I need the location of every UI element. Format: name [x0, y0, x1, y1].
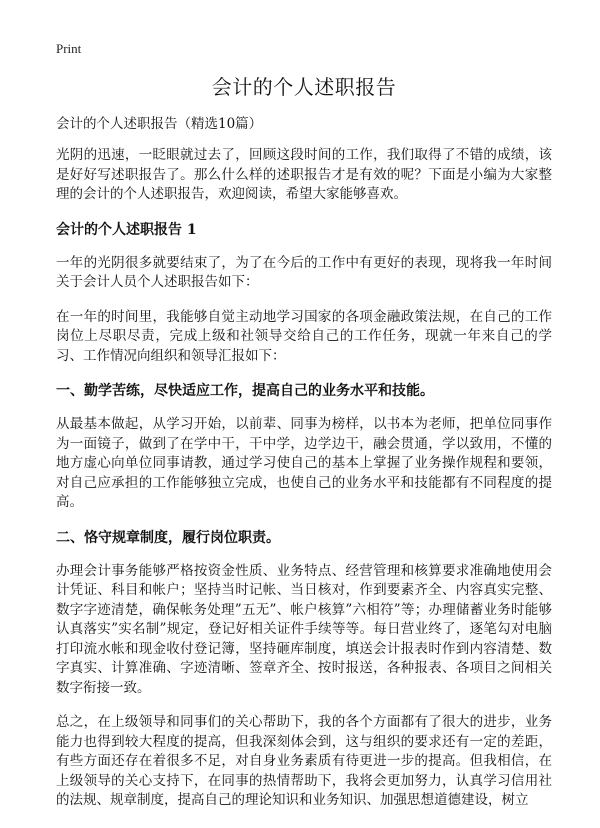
- paragraph-study: 从最基本做起，从学习开始，以前辈、同事为榜样，以书本为老师，把单位同事作为一面镜子，做到了在学中干，干中学，边学边干，融会贯通，学以致用，不懂的地方虚心向单位同事请教，通过学习使自己的基本上掌握了业务操作规程和要领，对自己应承担的工作能够独立完成，也使自己的业务水平和技能都有不同程度的提高。: [56, 416, 552, 510]
- paragraph-opening: 一年的光阴很多就要结束了，为了在今后的工作中有更好的表现，现将我一年时间关于会计人员个人述职报告如下：: [56, 254, 552, 290]
- print-link[interactable]: Print: [56, 41, 82, 56]
- paragraph-summary: 总之，在上级领导和同事们的关心帮助下，我的各个方面都有了很大的进步，业务能力也得到较大程度的提高，但我深刻体会到，这与组织的要求还有一定的差距，有些方面还存在着很多不足，对自身业务素质有待更进一步的提高。但我相信，在上级领导的关心支持下，在同事的热情帮助下，我将会更加努力，认真学习信用社的法规、规章制度，提高自己的理论知识和业务知识、加强思想道德建设，树立: [56, 714, 552, 808]
- paragraph-rules: 办理会计事务能够严格按资金性质、业务特点、经营管理和核算要求准确地使用会计凭证、科目和帐户；坚持当时记帐、当日核对，作到要素齐全、内容真实完整、数字字迹清楚，确保帐务处理”五无”、帐户核算”六相符”等；办理储蓄业务时能够认真落实”实名制”规定，登记好相关证件手续等等。每日营业终了，逐笔勾对电脑打印流水帐和现金收付登记簿，坚持砸库制度，填送会计报表时作到内容清楚、数字真实、计算准确、字迹清晰、签章齐全、按时报送，各种报表、各项目之间相关数字衔接一致。: [56, 562, 552, 696]
- section-title-1: 会计的个人述职报告 1: [56, 221, 197, 238]
- heading-study: 一、勤学苦练，尽快适应工作，提高自己的业务水平和技能。: [56, 383, 434, 399]
- document-title: 会计的个人述职报告: [211, 75, 397, 99]
- document-page: [56, 40, 552, 826]
- heading-rules: 二、恪守规章制度，履行岗位职责。: [56, 529, 280, 546]
- paragraph-overview: 在一年的时间里，我能够自觉主动地学习国家的各项金融政策法规，在自己的工作岗位上尽职尽责，完成上级和社领导交给自己的工作任务，现就一年来自己的学习、工作情况向组织和领导汇报如下：: [56, 308, 552, 364]
- intro-paragraph: 光阴的迅速，一眨眼就过去了，回顾这段时间的工作，我们取得了不错的成绩，该是好好写述职报告了。那么什么样的述职报告才是有效的呢？下面是小编为大家整理的会计的个人述职报告，欢迎阅读，希望大家能够喜欢。: [56, 147, 552, 202]
- document-subtitle: 会计的个人述职报告（精选10篇）: [56, 116, 263, 132]
